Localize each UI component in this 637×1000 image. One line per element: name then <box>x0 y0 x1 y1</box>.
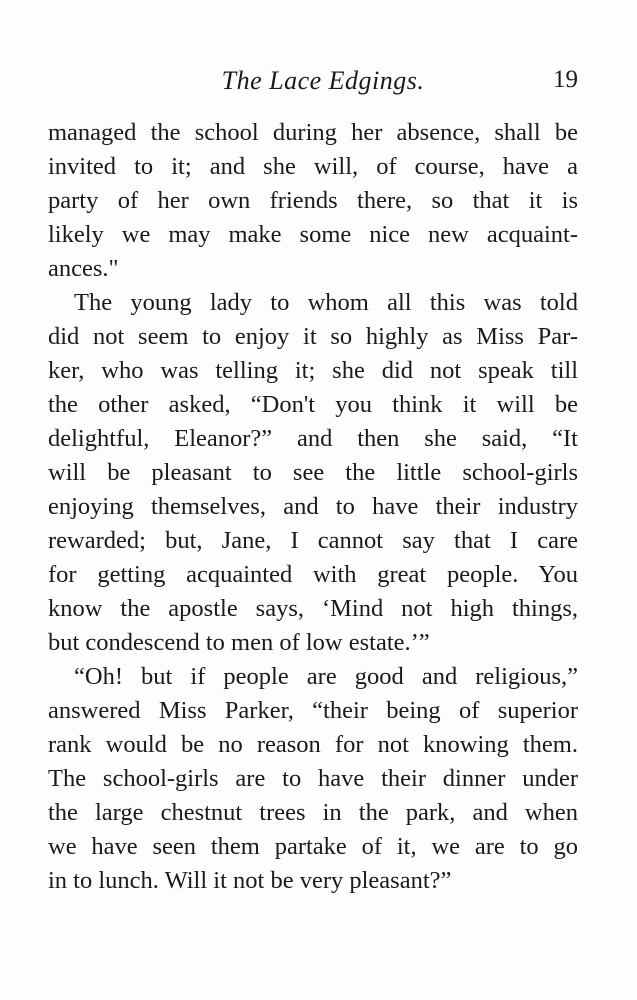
running-header <box>48 66 578 102</box>
text-line: answered Miss Parker, “their being of superior <box>48 697 578 724</box>
text-line: rewarded; but, Jane, I cannot say that I care <box>48 527 578 554</box>
text-line: ker, who was telling it; she did not speak till <box>48 357 578 384</box>
text-line: rank would be no reason for not knowing them. <box>48 731 578 758</box>
running-title: The Lace Edgings. <box>221 66 425 95</box>
text-line: “Oh! but if people are good and religious,” <box>74 663 578 690</box>
text-line: invited to it; and she will, of course, have a <box>48 153 578 180</box>
text-line: delightful, Eleanor?” and then she said, “It <box>48 425 578 452</box>
text-line: The school-girls are to have their dinner under <box>48 765 578 792</box>
text-line: for getting acquainted with great people. You <box>48 561 578 588</box>
text-line: The young lady to whom all this was told <box>74 289 578 316</box>
text-line: the large chestnut trees in the park, and when <box>48 799 578 826</box>
text-line: but condescend to men of low estate.’” <box>48 629 430 656</box>
text-line: in to lunch. Will it not be very pleasant?” <box>48 867 452 894</box>
page-number: 19 <box>553 66 578 93</box>
body-text <box>48 116 578 898</box>
text-line: know the apostle says, ‘Mind not high things, <box>48 595 578 622</box>
text-line: managed the school during her absence, shall be <box>48 119 578 146</box>
text-line: enjoying themselves, and to have their industry <box>48 493 578 520</box>
text-line: we have seen them partake of it, we are to go <box>48 833 578 860</box>
text-line: likely we may make some nice new acquaint- <box>48 221 578 248</box>
paragraph-1 <box>48 116 578 286</box>
text-line: did not seem to enjoy it so highly as Miss Par- <box>48 323 578 350</box>
text-line: the other asked, “Don't you think it will be <box>48 391 578 418</box>
text-line: ances." <box>48 255 119 282</box>
paragraph-2 <box>48 286 578 660</box>
text-line: party of her own friends there, so that it is <box>48 187 578 214</box>
text-line: will be pleasant to see the little school-girls <box>48 459 578 486</box>
paragraph-3 <box>48 660 578 898</box>
